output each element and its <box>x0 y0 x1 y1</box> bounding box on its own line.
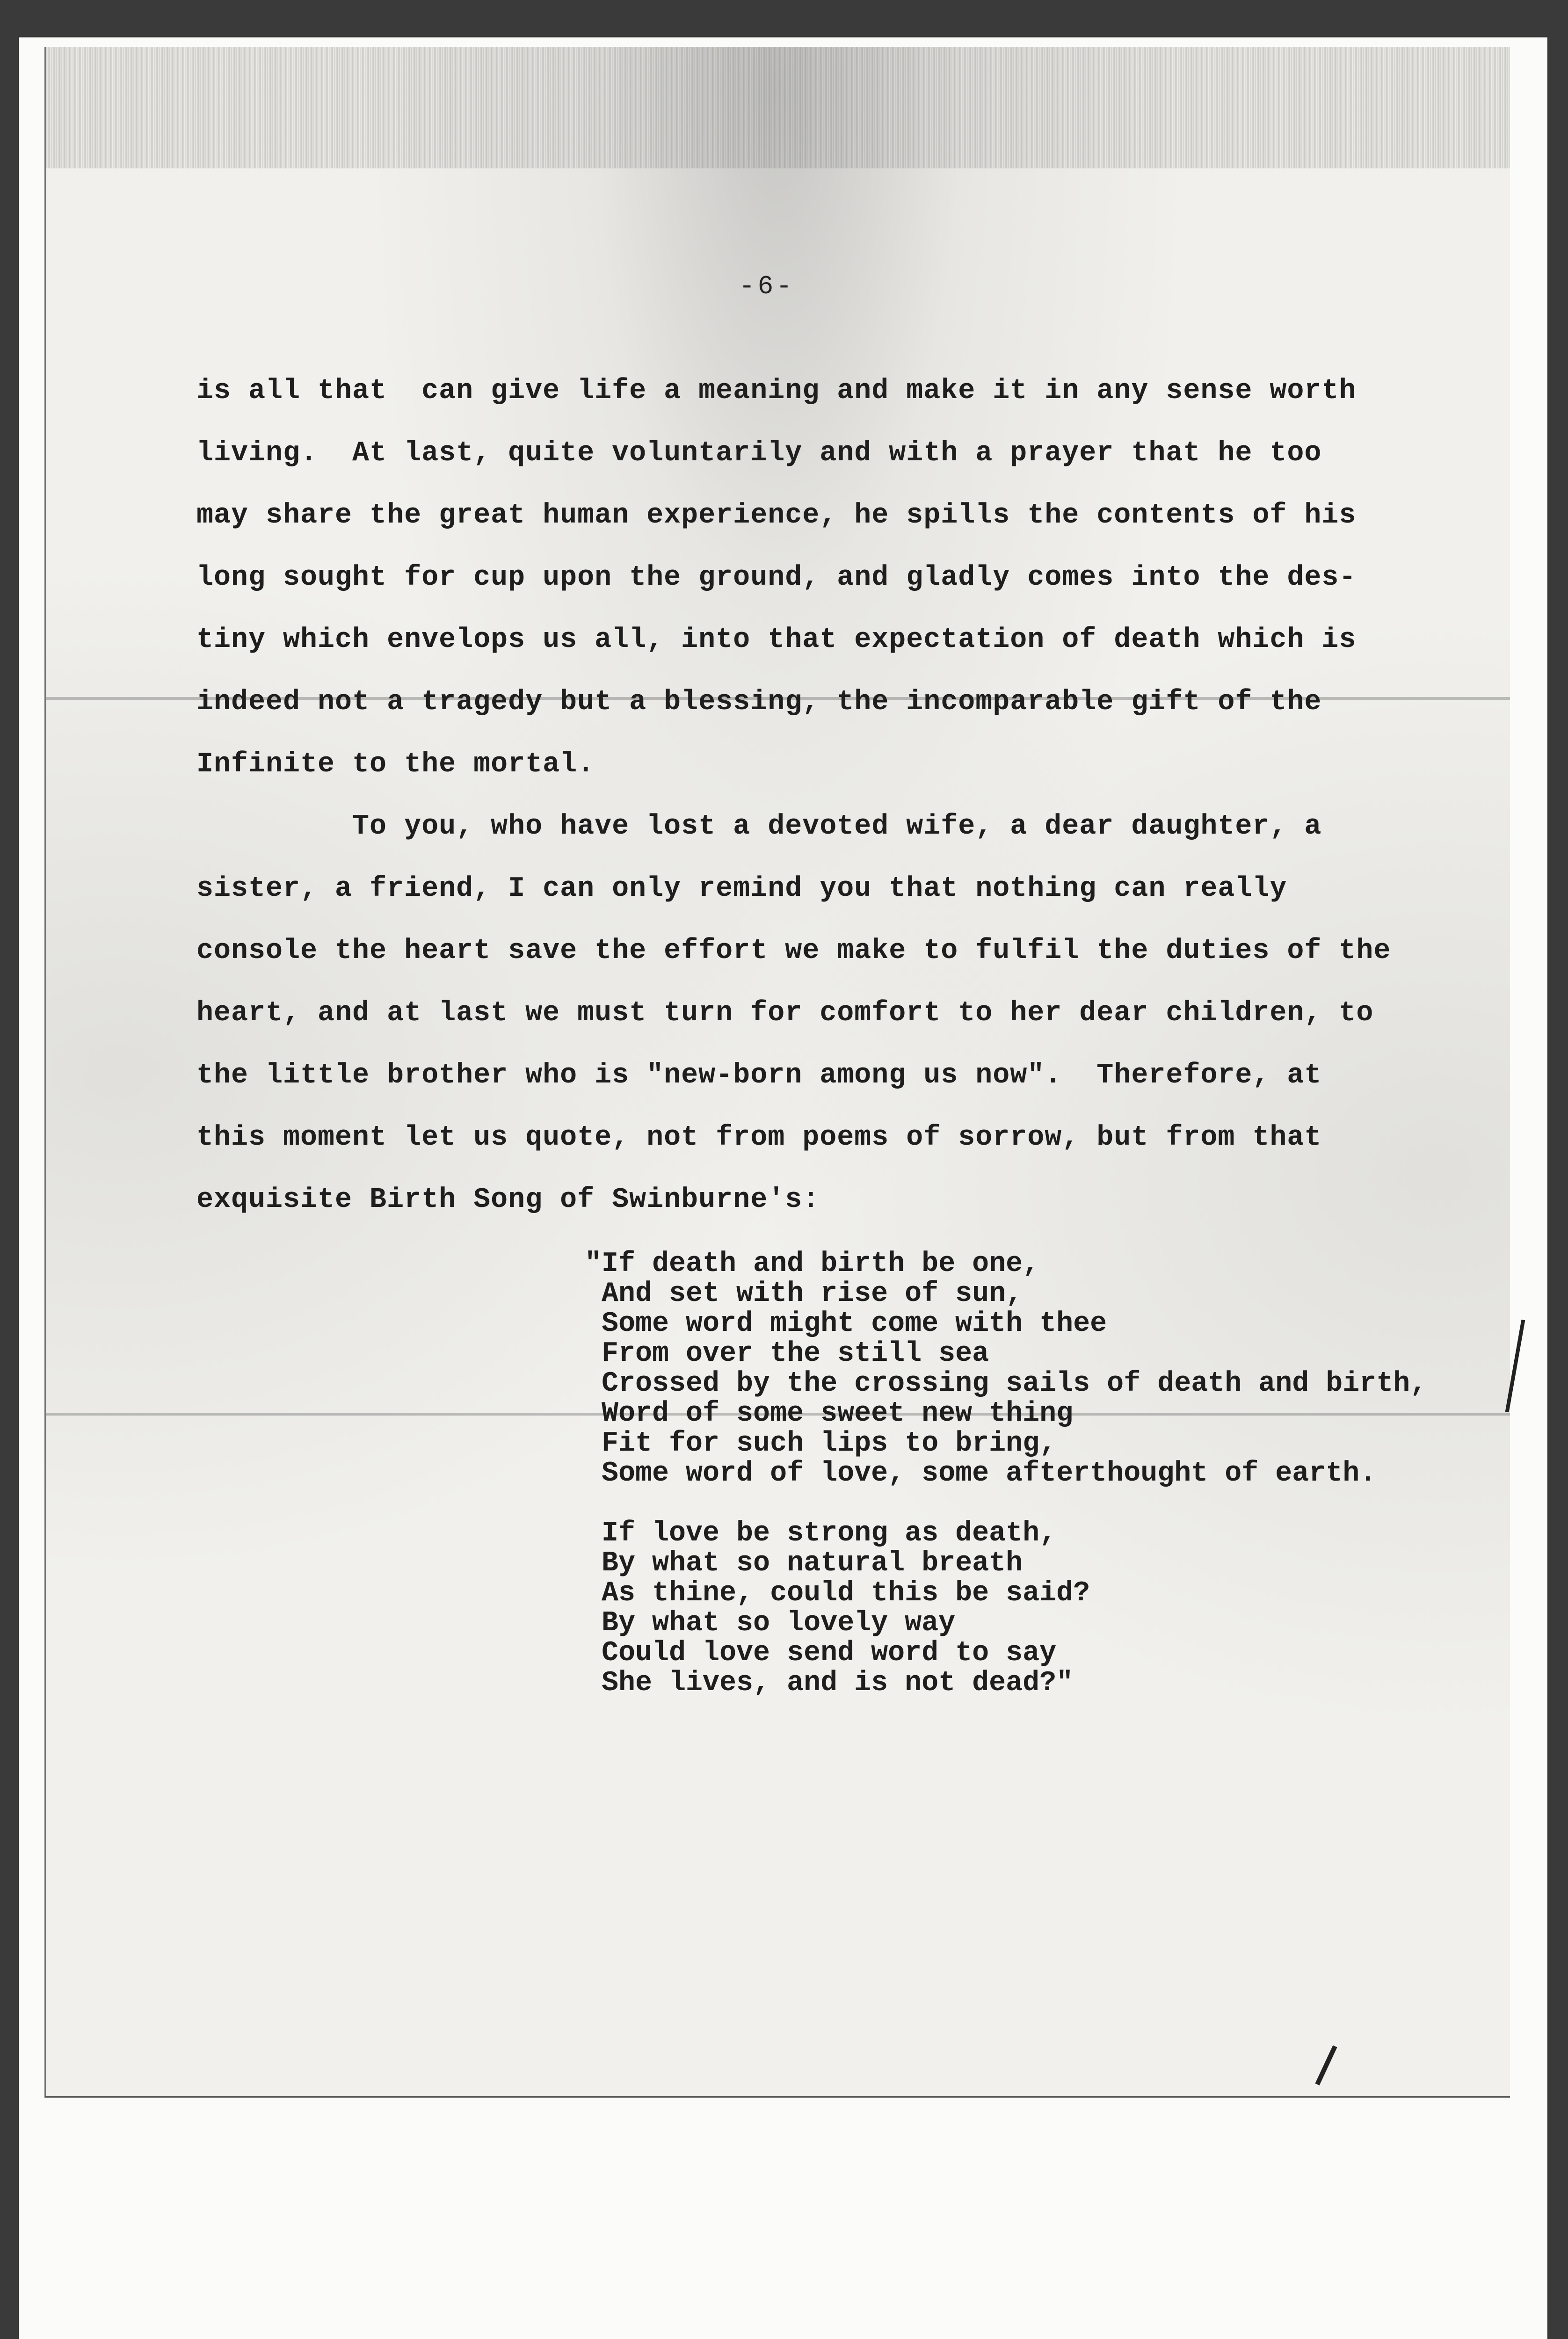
poem-line: By what so lovely way <box>585 1607 956 1639</box>
prose-line: living. At last, quite voluntarily and with a prayer that he too <box>196 437 1322 469</box>
poem-line: Could love send word to say <box>585 1637 1057 1669</box>
prose-line: is all that can give life a meaning and make it in any sense worth <box>196 375 1357 407</box>
poem-quotation <box>585 1249 1427 1698</box>
prose-line: may share the great human experience, he spills the contents of his <box>196 500 1357 531</box>
poem-line: She lives, and is not dead?" <box>585 1667 1074 1699</box>
prose-line: indeed not a tragedy but a blessing, the incomparable gift of the <box>196 686 1322 718</box>
poem-line: By what so natural breath <box>585 1547 1023 1579</box>
poem-line: Some word might come with thee <box>585 1308 1107 1340</box>
prose-line: the little brother who is "new-born among us now". Therefore, at <box>196 1060 1322 1091</box>
prose-line: console the heart save the effort we make to fulfil the duties of the <box>196 935 1391 967</box>
page-number: -6- <box>739 271 795 301</box>
prose-line: Infinite to the mortal. <box>196 748 595 780</box>
poem-line: "If death and birth be one, <box>585 1248 1040 1280</box>
prose-body <box>196 360 1459 1231</box>
poem-line: Fit for such lips to bring, <box>585 1428 1057 1460</box>
prose-line: long sought for cup upon the ground, and gladly comes into the des- <box>196 562 1357 594</box>
scan-noise-band <box>46 47 1510 168</box>
prose-line: To you, who have lost a devoted wife, a dear daughter, a <box>196 811 1322 843</box>
poem-line: From over the still sea <box>585 1338 989 1370</box>
document-sheet <box>19 37 1547 2339</box>
prose-line: heart, and at last we must turn for comfort to her dear children, to <box>196 997 1374 1029</box>
poem-line: Crossed by the crossing sails of death and birth, <box>585 1368 1427 1400</box>
poem-line: And set with rise of sun, <box>585 1278 1023 1310</box>
prose-line: sister, a friend, I can only remind you that nothing can really <box>196 873 1287 905</box>
poem-line: Some word of love, some afterthought of earth. <box>585 1458 1377 1489</box>
stanza-break <box>585 1489 1427 1518</box>
prose-line: tiny which envelops us all, into that expectation of death which is <box>196 624 1357 656</box>
poem-line: As thine, could this be said? <box>585 1577 1090 1609</box>
poem-line: Word of some sweet new thing <box>585 1398 1074 1430</box>
prose-line: exquisite Birth Song of Swinburne's: <box>196 1184 820 1216</box>
poem-line: If love be strong as death, <box>585 1518 1057 1549</box>
prose-line: this moment let us quote, not from poems of sorrow, but from that <box>196 1122 1322 1154</box>
